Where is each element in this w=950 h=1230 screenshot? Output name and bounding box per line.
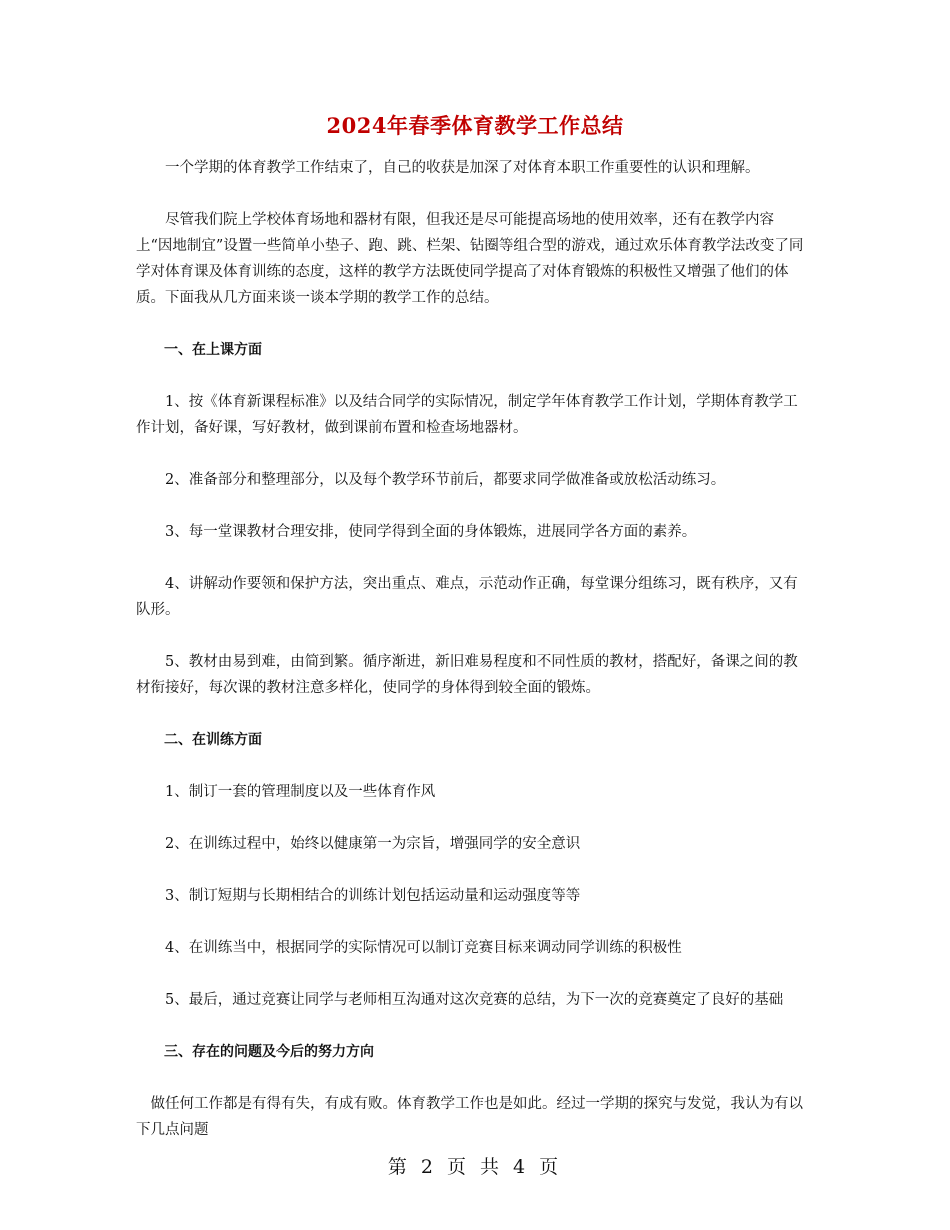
- document-body: [136, 155, 810, 1143]
- section-2-heading: 二、在训练方面: [164, 732, 262, 748]
- section-3-paragraph: 做任何工作都是有得有失，有成有败。体育教学工作也是如此。经过一学期的探究与发觉，我认为有以下几点问题: [136, 1096, 803, 1138]
- intro-paragraph-1: 一个学期的体育教学工作结束了，自己的收获是加深了对体育本职工作重要性的认识和理解。: [165, 160, 760, 176]
- section-2-item-2: 2、在训练过程中，始终以健康第一为宗旨，增强同学的安全意识: [165, 836, 581, 852]
- section-1-item-4: 4、讲解动作要领和保护方法，突出重点、难点，示范动作正确，每堂课分组练习，既有秩序，又有队形。: [136, 576, 798, 618]
- document-title: 2024年春季体育教学工作总结: [326, 113, 624, 138]
- section-1-item-1: 1、按《体育新课程标准》以及结合同学的实际情况，制定学年体育教学工作计划，学期体育教学工作计划，备好课，写好教材，做到课前布置和检查场地器材。: [136, 394, 798, 436]
- page-footer: 第 2 页 共 4 页: [387, 1156, 563, 1178]
- intro-paragraph-2: 尽管我们院上学校体育场地和器材有限，但我还是尽可能提高场地的使用效率，还有在教学内容上“因地制宜”设置一些简单小垫子、跑、跳、栏架、钻圈等组合型的游戏，通过欢乐体育教学法改变了同学对体育课及体育训练的态度，这样的教学方法既使同学提高了对体育锻炼的积极性又增强了他们的体质。下面我从几方面来谈一谈本学期的教学工作的总结。: [136, 212, 804, 306]
- section-1-heading: 一、在上课方面: [164, 342, 262, 358]
- section-3-heading: 三、存在的问题及今后的努力方向: [164, 1044, 374, 1060]
- section-1-item-2: 2、准备部分和整理部分，以及每个教学环节前后，都要求同学做准备或放松活动练习。: [165, 472, 726, 488]
- section-2-item-3: 3、制订短期与长期相结合的训练计划包括运动量和运动强度等等: [165, 888, 581, 904]
- section-2-item-4: 4、在训练当中，根据同学的实际情况可以制订竞赛目标来调动同学训练的积极性: [165, 940, 682, 956]
- section-2-item-5: 5、最后，通过竞赛让同学与老师相互沟通对这次竞赛的总结，为下一次的竞赛奠定了良好的基础: [165, 992, 784, 1008]
- section-2-item-1: 1、制订一套的管理制度以及一些体育作风: [165, 784, 436, 800]
- section-1-item-5: 5、教材由易到难，由简到繁。循序渐进，新旧难易程度和不同性质的教材，搭配好，备课之间的教材衔接好，每次课的教材注意多样化，使同学的身体得到较全面的锻炼。: [136, 654, 798, 696]
- section-1-item-3: 3、每一堂课教材合理安排，使同学得到全面的身体锻炼，进展同学各方面的素养。: [165, 524, 697, 540]
